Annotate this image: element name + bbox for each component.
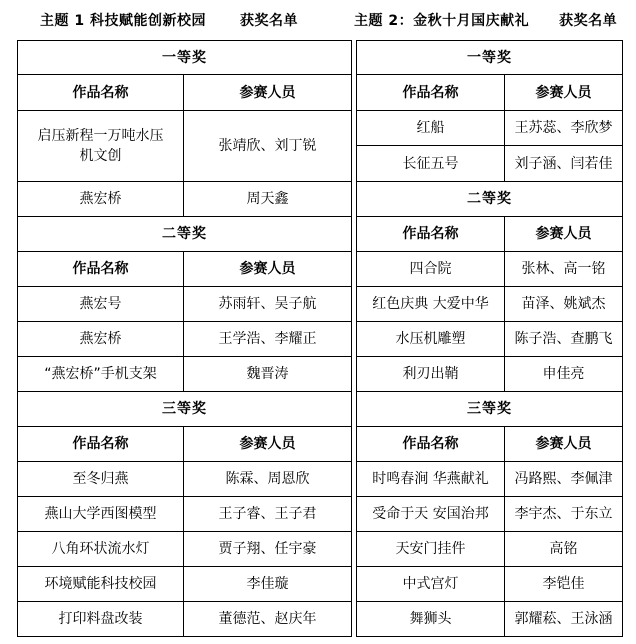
table-row — [18, 287, 352, 322]
participants-cell: 王学浩、李耀正 — [184, 322, 352, 357]
table-row — [18, 462, 352, 497]
table-row — [18, 111, 352, 182]
table-row — [357, 602, 623, 637]
participants-cell: 陈霖、周恩欣 — [184, 462, 352, 497]
col-header-people: 参赛人员 — [184, 427, 352, 462]
level-row — [18, 392, 352, 427]
work-name-cell: 时鸣春涧 华燕献礼 — [357, 462, 505, 497]
table-row — [357, 322, 623, 357]
level-row — [357, 182, 623, 217]
work-name-cell: 八角环状流水灯 — [18, 532, 184, 567]
col-header-work: 作品名称 — [18, 75, 184, 111]
level-first-prize: 一等奖 — [18, 41, 352, 75]
column-header-row — [18, 75, 352, 111]
level-second-prize: 二等奖 — [357, 182, 623, 217]
col-header-people: 参赛人员 — [505, 427, 623, 462]
work-name-cell: 红船 — [357, 111, 505, 146]
table-row — [18, 567, 352, 602]
level-row — [18, 217, 352, 252]
level-row — [357, 392, 623, 427]
table-row — [18, 182, 352, 217]
participants-cell: 陈子浩、查鹏飞 — [505, 322, 623, 357]
column-header-row — [357, 217, 623, 252]
theme-2-list-title: 获奖名单 — [559, 13, 618, 29]
participants-cell: 张靖欣、刘丁锐 — [184, 111, 352, 182]
participants-cell: 张林、高一铭 — [505, 252, 623, 287]
table-row — [357, 357, 623, 392]
work-name-cell: 打印料盘改装 — [18, 602, 184, 637]
participants-cell: 刘子涵、闫若佳 — [505, 146, 623, 182]
work-name-line: 机文创 — [79, 148, 122, 164]
work-name-cell: 中式宫灯 — [357, 567, 505, 602]
participants-cell: 王子睿、王子君 — [184, 497, 352, 532]
theme-2-award-table — [356, 40, 623, 637]
table-row — [18, 357, 352, 392]
participants-cell: 李宇杰、于东立 — [505, 497, 623, 532]
table-row — [357, 252, 623, 287]
theme-1-title: 主题 1 科技赋能创新校园 — [40, 13, 206, 29]
col-header-people: 参赛人员 — [184, 252, 352, 287]
level-row — [357, 41, 623, 75]
work-name-cell: 天安门挂件 — [357, 532, 505, 567]
participants-cell: 李铠佳 — [505, 567, 623, 602]
col-header-people: 参赛人员 — [184, 75, 352, 111]
theme-1-list-title: 获奖名单 — [240, 13, 298, 29]
col-header-work: 作品名称 — [18, 252, 184, 287]
work-name-cell: 燕宏桥 — [18, 182, 184, 217]
theme-2-header — [354, 10, 617, 30]
table-row — [357, 532, 623, 567]
table-row — [18, 602, 352, 637]
column-header-row — [357, 75, 623, 111]
table-row — [357, 497, 623, 532]
col-header-people: 参赛人员 — [505, 217, 623, 252]
work-name-cell — [18, 111, 184, 182]
col-header-people: 参赛人员 — [505, 75, 623, 111]
work-name-cell: 红色庆典 大爱中华 — [357, 287, 505, 322]
theme-2-title: 主题 2：金秋十月国庆献礼 — [354, 13, 530, 29]
participants-cell: 申佳亮 — [505, 357, 623, 392]
participants-cell: 郭耀菘、王泳涵 — [505, 602, 623, 637]
column-header-row — [18, 252, 352, 287]
level-second-prize: 二等奖 — [18, 217, 352, 252]
work-name-line: 启压新程一万吨水压 — [37, 128, 164, 144]
level-row — [18, 41, 352, 75]
table-row — [18, 532, 352, 567]
column-header-row — [18, 427, 352, 462]
col-header-work: 作品名称 — [357, 75, 505, 111]
theme-1-award-table — [17, 40, 352, 637]
table-row — [18, 497, 352, 532]
work-name-cell: 利刃出鞘 — [357, 357, 505, 392]
level-third-prize: 三等奖 — [357, 392, 623, 427]
table-row — [357, 567, 623, 602]
participants-cell: 贾子翔、任宇豪 — [184, 532, 352, 567]
participants-cell: 周天鑫 — [184, 182, 352, 217]
col-header-work: 作品名称 — [357, 217, 505, 252]
table-row — [18, 322, 352, 357]
work-name-cell: 燕宏桥 — [18, 322, 184, 357]
col-header-work: 作品名称 — [357, 427, 505, 462]
work-name-cell: 长征五号 — [357, 146, 505, 182]
participants-cell: 魏晋涛 — [184, 357, 352, 392]
work-name-cell: 至冬归燕 — [18, 462, 184, 497]
theme-1-header — [40, 10, 298, 30]
table-row — [357, 146, 623, 182]
work-name-cell: 燕山大学西图模型 — [18, 497, 184, 532]
participants-cell: 苗泽、姚斌杰 — [505, 287, 623, 322]
work-name-cell: 舞狮头 — [357, 602, 505, 637]
work-name-cell: 受命于天 安国治邦 — [357, 497, 505, 532]
participants-cell: 李佳璇 — [184, 567, 352, 602]
work-name-cell: 水压机雕塑 — [357, 322, 505, 357]
level-third-prize: 三等奖 — [18, 392, 352, 427]
level-first-prize: 一等奖 — [357, 41, 623, 75]
participants-cell: 高铭 — [505, 532, 623, 567]
work-name-cell: 环境赋能科技校园 — [18, 567, 184, 602]
table-row — [357, 287, 623, 322]
participants-cell: 王苏蕊、李欣梦 — [505, 111, 623, 146]
col-header-work: 作品名称 — [18, 427, 184, 462]
table-row — [357, 111, 623, 146]
participants-cell: 苏雨轩、吴子航 — [184, 287, 352, 322]
work-name-cell: 四合院 — [357, 252, 505, 287]
participants-cell: 冯路熙、李佩津 — [505, 462, 623, 497]
work-name-cell: “燕宏桥”手机支架 — [18, 357, 184, 392]
table-row — [357, 462, 623, 497]
column-header-row — [357, 427, 623, 462]
work-name-cell: 燕宏号 — [18, 287, 184, 322]
participants-cell: 董德范、赵庆年 — [184, 602, 352, 637]
